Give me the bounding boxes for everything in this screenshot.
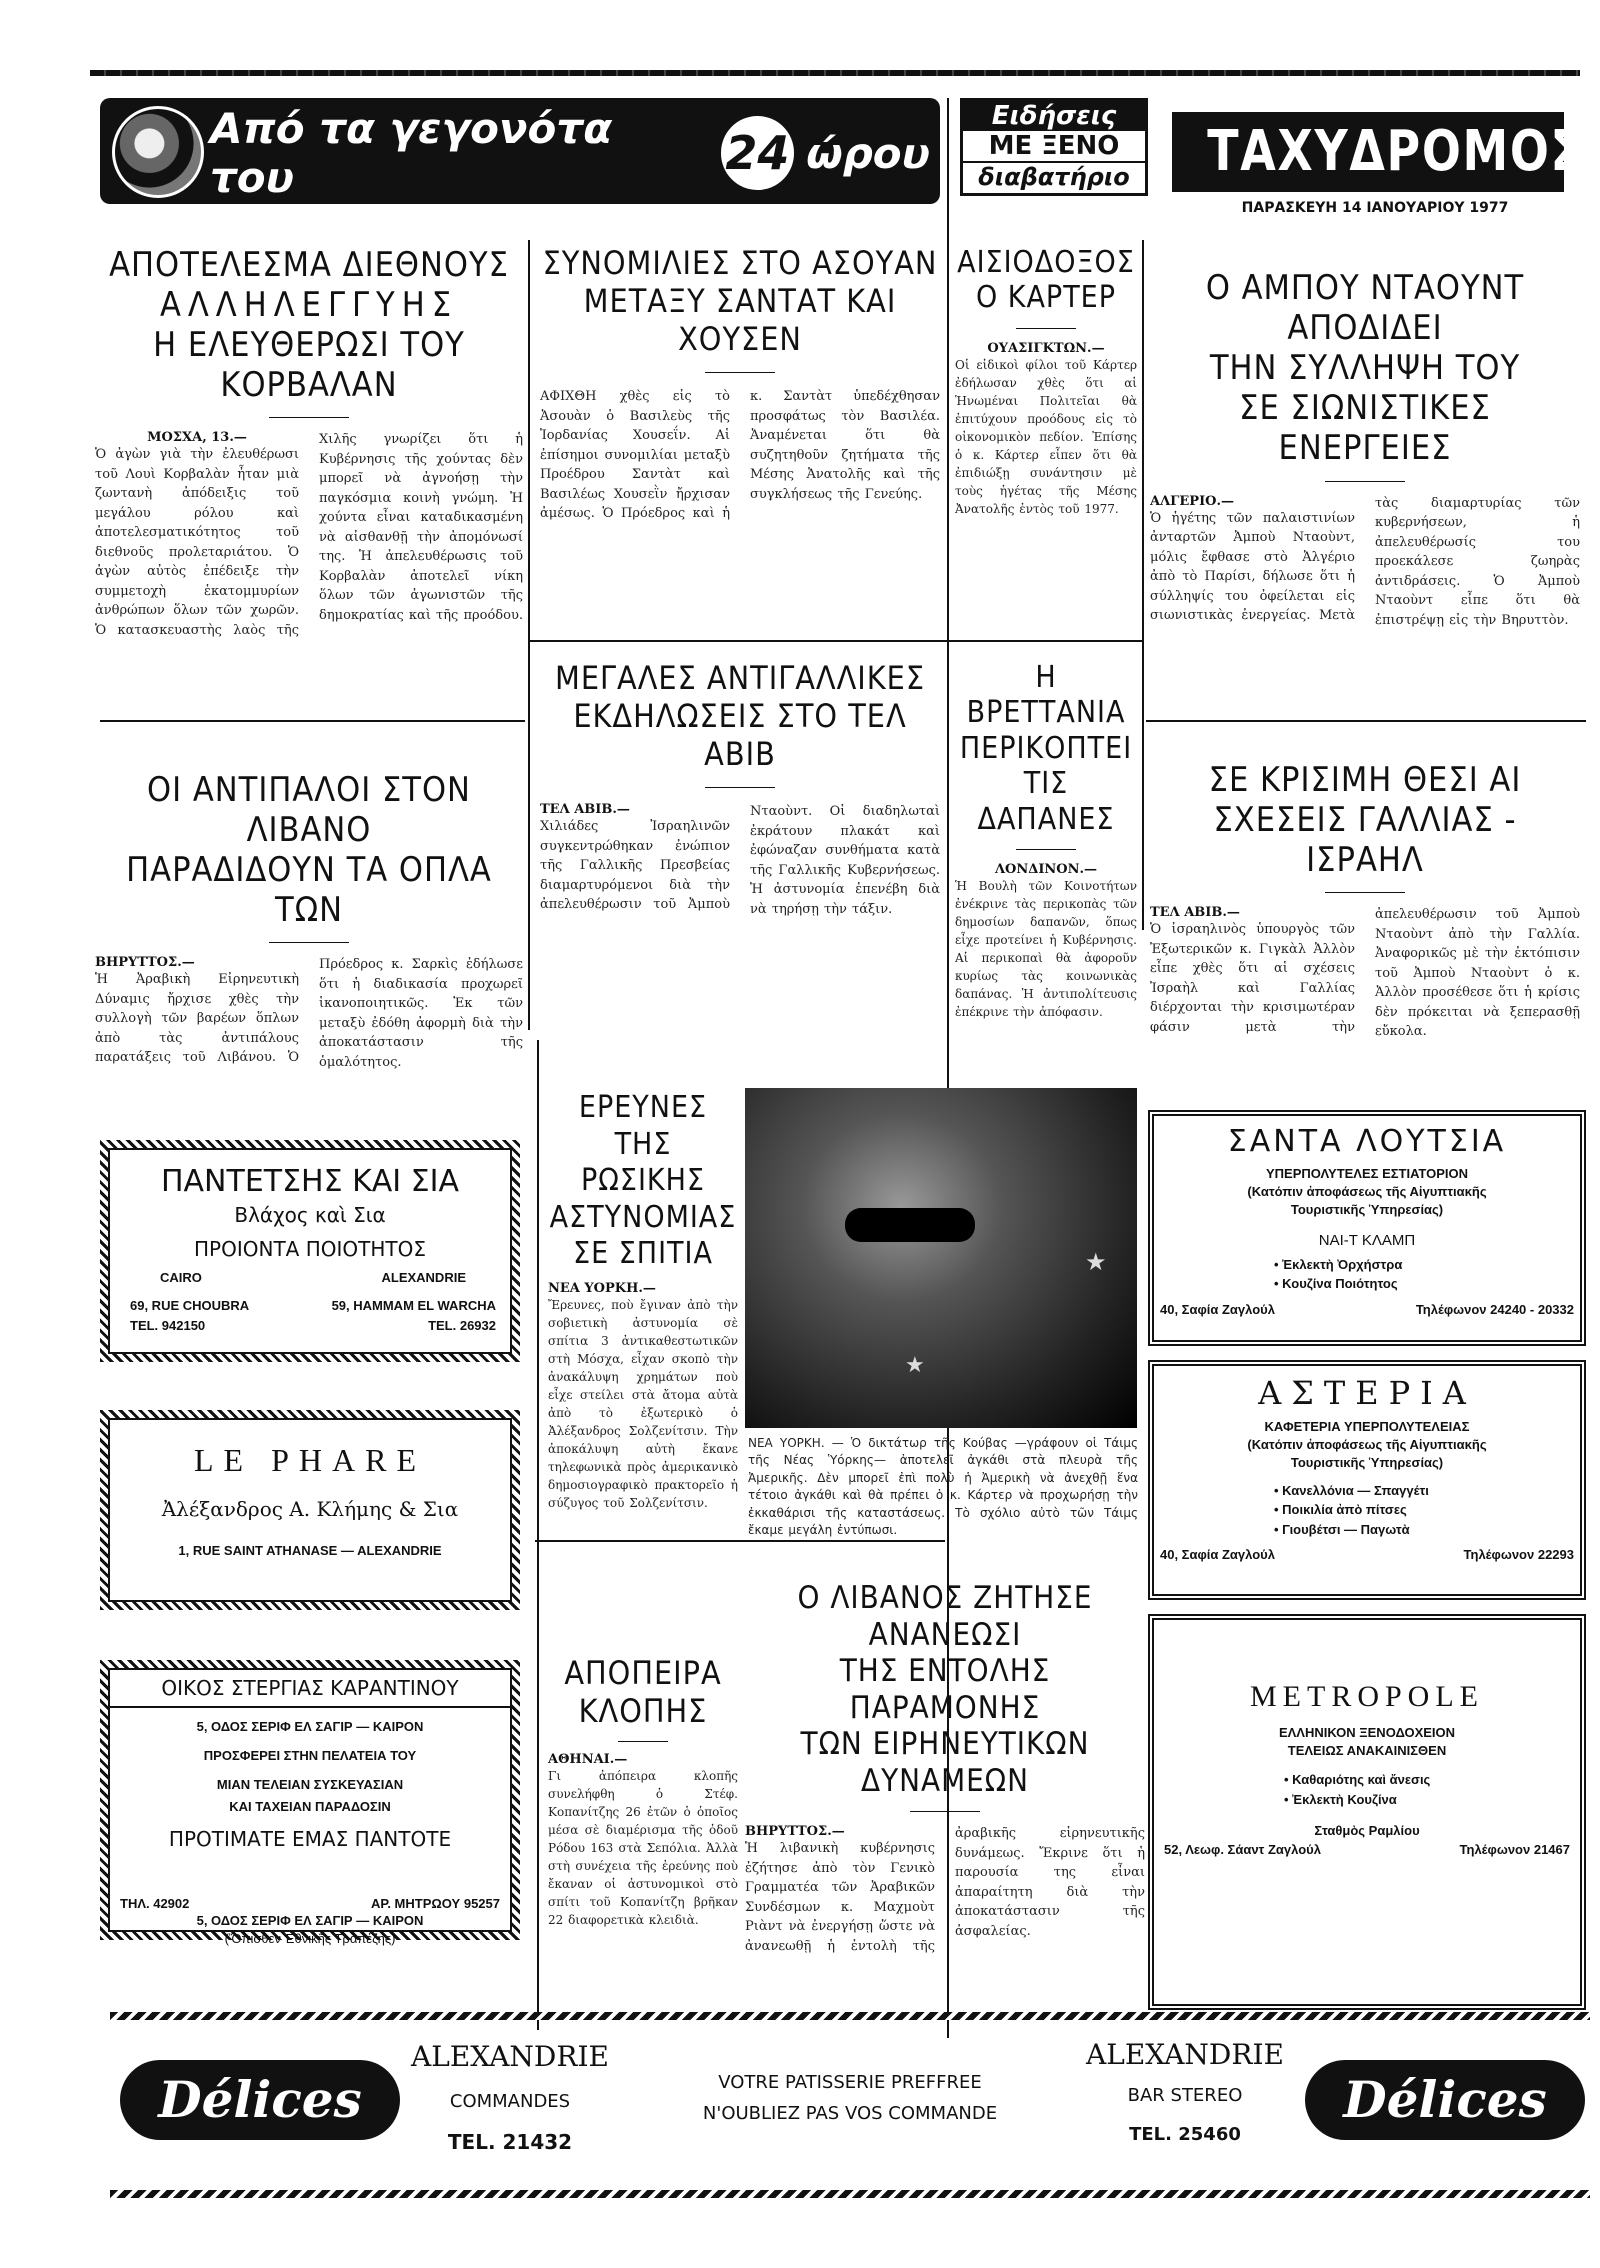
headline-line: ΤΗΝ ΣΥΛΛΗΨΗ ΤΟΥ [1209, 348, 1521, 389]
ad-item: • Γιουβέτσι — Παγωτὰ [1274, 1521, 1410, 1537]
delices-logo: Délices [1305, 2060, 1585, 2140]
ad-le-phare [100, 1410, 520, 1610]
headline-line: ΕΡΕΥΝΕΣ ΤΗΣ [578, 1090, 708, 1162]
article-body: Ἔρευνες, ποὺ ἔγιναν ἀπὸ τὴν σοβιετικὴ ἀστυνομία σὲ σπίτια 3 ἀντικαθεστωτικῶν στὴ Μόσχα, εἶχαν σκοπὸ τὴν ἀνακάλυψη χρημάτων ποὺ εἶχε στείλει στὰ ἄτομα αὐτὰ ἀπὸ τὸ ἐξωτερικὸ ὁ Ἀλέξανδρος Σολζενίτσιν. Τὴν ἀποκάλυψη αὐτὴ ἔκανε τηλεφωνικὰ πρὸς ἀμερικανικὸ δημοσιογραφικὸ πρακτορεῖο ἡ σύζυγος τοῦ Σολζενίτσιν. [548, 1297, 738, 1510]
ad-title: ΣΑΝΤΑ ΛΟΥΤΣΙΑ [1227, 1124, 1507, 1159]
ad-tagline: ΠΡΟΙΟΝΤΑ ΠΟΙΟΤΗΤΟΣ [194, 1237, 426, 1261]
headline-line: ΚΛΟΠΗΣ [578, 1691, 708, 1730]
headline-line: ΤΩΝ ΕΙΡΗΝΕΥΤΙΚΩΝ ΔΥΝΑΜΕΩΝ [800, 1726, 1090, 1799]
headline-line: Η ΕΛΕΥΘΕΡΩΣΙ ΤΟΥ ΚΟΡΒΑΛΑΝ [153, 325, 465, 406]
ad-address: 40, Σαφία Ζαγλούλ [1160, 1301, 1275, 1317]
masthead-date: ΠΑΡΑΣΚΕΥΗ 14 ΙΑΝΟΥΑΡΙΟΥ 1977 [1241, 200, 1509, 216]
delices-phone: TEL. 21432 [447, 2130, 573, 2154]
dateline: ΜΟΣΧΑ, 13.— [147, 430, 247, 446]
ad-item: • Καθαριότης καὶ ἄνεσις [1284, 1772, 1431, 1788]
article-body: Ἡ λιβανικὴ κυβέρνησις ἐζήτησε ἀπὸ τὸν Γενικὸ Γραμματέα τῶν Ἀραβικῶν Συνδέσμων κ. Μαχμοὺτ Ριὰντ νὰ ἐνεργήσῃ ὥστε νὰ ἀνανεωθῇ ἡ ἐντολὴ τῆς ἀραβικῆς εἰρηνευτικῆς δυνάμεως. Ἔκρινε ὅτι ἡ παρουσία της εἶναι ἀπαραίτητη διὰ τὴν ἀποκατάστασιν τῆς ἀσφαλείας. [745, 1826, 1145, 1954]
article-body: Ὁ ἰσραηλινὸς ὑπουργὸς τῶν Ἐξωτερικῶν κ. Γιγκὰλ Ἀλλὸν εἶπε χθὲς ὅτι αἱ σχέσεις Ἰσραὴλ καὶ Γαλλίας διέρχονται τὴν κρισιμωτέραν φάσιν μετὰ τὴν ἀπελευθέρωσιν τοῦ Ἀμποὺ Νταοὺντ ἀπὸ τὴν Γαλλία. Ἀναφορικῶς μὲ τὴν ἐκτόπισιν τοῦ Ἀμποὺ Νταοὺντ ὁ κ. Ἀλλὸν προσέθεσε ὅτι ἡ κρίσις δὲν πρόκειται νὰ ξεπερασθῇ εὔκολα. [1150, 907, 1580, 1040]
globe-icon [112, 106, 204, 198]
ad-phone: ΤΗΛ. 42902 [120, 1896, 190, 1911]
ad-motto: ΠΡΟΤΙΜΑΤΕ ΕΜΑΣ ΠΑΝΤΟΤΕ [168, 1827, 452, 1851]
ad-item: • Ἐκλεκτὴ Κουζίνα [1284, 1791, 1397, 1807]
ad-line: ΚΑΦΕΤΕΡΙΑ ΥΠΕΡΠΟΛΥΤΕΛΕΙΑΣ [1264, 1419, 1470, 1434]
ad-phone: Τηλέφωνον 24240 - 20332 [1415, 1301, 1574, 1317]
headline-line: ΤΗΣ ΕΝΤΟΛΗΣ ΠΑΡΑΜΟΝΗΣ [839, 1653, 1051, 1726]
photo-sunglasses [845, 1208, 975, 1242]
headline-line: ΤΙΣ ΔΑΠΑΝΕΣ [977, 766, 1115, 837]
masthead-name: ΤΑΧΥΔΡΟΜΟΣ [1207, 119, 1584, 184]
ad-item: • Ποικιλία ἀπὸ πίτσες [1274, 1502, 1407, 1518]
delices-city: ALEXANDRIE [1086, 2038, 1284, 2071]
article-body: Χιλιάδες Ἰσραηλινῶν συγκεντρώθηκαν ἐνώπιον τῆς Γαλλικῆς Πρεσβείας διαμαρτυρόμενοι διὰ τὴν ἀπελευθέρωσιν τοῦ Ἀμποὺ Νταοὺντ. Οἱ διαδηλωταὶ ἐκράτουν πλακάτ καὶ ἐφώναζαν συνθήματα κατὰ τῆς Γαλλικῆς Κυβερνήσεως. Ἡ ἀστυνομία ἐπενέβη διὰ νὰ τηρήσῃ τὴν τάξιν. [540, 804, 940, 917]
article-body: Ἡ Ἀραβικὴ Εἰρηνευτικὴ Δύναμις ἤρχισε χθὲς τὴν συλλογὴ τῶν βαρέων ὅπλων ἀπὸ τὰς ἀντιπάλους παρατάξεις τοῦ Λιβάνου. Ὁ Πρόεδρος κ. Σαρκὶς ἐδήλωσε ὅτι ἡ διαδικασία προχωρεῖ ἱκανοποιητικῶς. Ἐκ τῶν μεταξὺ ἐδόθη ἀφορμὴ διὰ τὴν ἀποκατάστασιν τῆς ὁμαλότητος. [95, 957, 523, 1070]
ad-phone: Τηλέφωνον 22293 [1463, 1547, 1574, 1563]
headline-line: ΠΑΡΑΔΙΔΟΥΝ ΤΑ ΟΠΛΑ ΤΩΝ [126, 850, 492, 931]
section-banner [100, 98, 940, 204]
ad-address: 52, Λεωφ. Σάαντ Ζαγλούλ [1164, 1842, 1321, 1858]
ad-line: ΜΙΑΝ ΤΕΛΕΙΑΝ ΣΥΣΚΕΥΑΣΙΑΝ [216, 1776, 404, 1792]
ad-address: 1, RUE SAINT ATHANASE — ALEXANDRIE [178, 1543, 442, 1558]
headline-line: ΣΕ ΣΠΙΤΙΑ [573, 1236, 713, 1272]
foreign-news-box [960, 98, 1148, 196]
ad-title: ΑΣΤΕΡΙΑ [1258, 1374, 1476, 1412]
headline-line: ΜΕΓΑΛΕΣ ΑΝΤΙΓΑΛΛΙΚΕΣ [554, 659, 926, 697]
delices-bar: BAR STEREO [1127, 2085, 1243, 2106]
column-rule [528, 240, 530, 1030]
delices-logo: Délices [120, 2060, 400, 2140]
article-britain [955, 660, 1137, 1107]
article-tel-aviv-demonstrations [540, 660, 940, 1072]
headline-line: ΕΚΔΗΛΩΣΕΙΣ ΣΤΟ ΤΕΛ ΑΒΙΒ [573, 696, 907, 773]
ad-address: 5, ΟΔΟΣ ΣΕΡΙΦ ΕΛ ΣΑΓΙΡ — ΚΑΙΡΟΝ [196, 1913, 424, 1928]
ad-club: ΝΑΙ-Τ ΚΛΑΜΠ [1318, 1231, 1416, 1249]
headline-line: ΑΠΟΠΕΙΡΑ [564, 1654, 722, 1692]
ad-line: ΕΛΛΗΝΙΚΟΝ ΞΕΝΟΔΟΧΕΙΟΝ [1278, 1725, 1456, 1740]
ad-city: CAIRO [160, 1270, 202, 1285]
bottom-rule [110, 2190, 1590, 2198]
article-body: Ὁ ἀγὼν γιὰ τὴν ἐλευθέρωσι τοῦ Λουὶ Κορβαλὰν ἦταν μιὰ ζωντανὴ ἀπόδειξις τοῦ μεγάλου ρόλου καὶ ἀποτελεσματικότητος τοῦ διεθνοῦς προλεταριάτου. Ὁ ἀγὼν αὐτὸς ἐπέδειξε τὴν συμμετοχὴ ἑκατομμυρίων ἀνθρώπων ὅλων τῶν χωρῶν. Ὁ κατασκευαστὴς λαὸς τῆς Χιλῆς γνωρίζει ὅτι ἡ Κυβέρνησις τῆς χούντας δὲν μπορεῖ νὰ ἀγνοήσῃ τὴν παγκόσμια κοινὴ γνώμη. Ἡ χούντα εἶναι καταδικασμένη νὰ αἰσθανθῇ τὴν ἀπομόνωσί της. Ἡ ἀπελευθέρωσις τοῦ Κορβαλὰν ἀποτελεῖ νίκη ὅλων τῶν ἀγωνιστῶν τῆς δημοκρατίας καὶ τῆς προόδου. [95, 432, 523, 638]
ad-line: ΚΑΙ ΤΑΧΕΙΑΝ ΠΑΡΑΔΟΣΙΝ [229, 1799, 391, 1815]
ad-line: Τουριστικῆς Ὑπηρεσίας) [1290, 1202, 1444, 1218]
article-russian-police [548, 1090, 738, 1581]
ad-registry: ΑΡ. ΜΗΤΡΩΟΥ 95257 [370, 1896, 500, 1911]
delices-city: ALEXANDRIE [411, 2040, 609, 2073]
article-body: Οἱ εἰδικοὶ φίλοι τοῦ Κάρτερ ἐδήλωσαν χθὲς ὅτι αἱ Ἡνωμέναι Πολιτεῖαι θὰ ἐπιτύχουν προόδους εἰς τὸ οἰκονομικὸν πεδίον. Ἐπίσης ὁ κ. Κάρτερ εἶπεν ὅτι θὰ ἐπιδιώξῃ συνάντησιν μὲ τοὺς ἡγέτας τῆς Μέσης Ἀνατολῆς ἐντὸς τοῦ 1977. [955, 357, 1137, 516]
ad-item: • Κανελλόνια — Σπαγγέτι [1274, 1482, 1429, 1498]
ad-title: LE PHARE [194, 1442, 426, 1478]
ad-line: Τουριστικῆς Ὑπηρεσίας) [1290, 1455, 1444, 1471]
ad-line: (Κατόπιν ἀποφάσεως τῆς Αἰγυπτιακῆς [1247, 1184, 1487, 1200]
dateline: ΒΗΡΥΤΤΟΣ.— [95, 955, 195, 971]
banner-hours-badge: 24 [721, 116, 795, 190]
foreign-news-line1: Ειδήσεις [963, 101, 1145, 131]
headline-line: Η ΒΡΕΤΤΑΝΙΑ [966, 660, 1126, 731]
foreign-news-line3: διαβατήριο [978, 163, 1130, 191]
ad-phone: TEL. 942150 [130, 1318, 206, 1334]
dateline: ΒΗΡΥΤΤΟΣ.— [745, 1824, 845, 1840]
article-carter [955, 245, 1137, 556]
ad-pantetsis [100, 1140, 520, 1362]
banner-title-prefix: Από τα γεγονότα του [210, 104, 613, 202]
delices-slogan: N'OUBLIEZ PAS VOS COMMANDE [702, 2102, 998, 2124]
headline-line: ΑΛΛΗΛΕΓΓΥΗΣ [159, 285, 459, 326]
ad-address: 59, HAMMAM EL WARCHA [331, 1298, 496, 1314]
article-lebanon-arms [95, 770, 523, 1145]
dateline: ΤΕΛ ΑΒΙΒ.— [1150, 905, 1240, 921]
bottom-rule [110, 2012, 1590, 2020]
article-abu-daoud [1150, 268, 1580, 749]
delices-commandes: COMMANDES [449, 2091, 571, 2112]
headline-line: ΑΣΤΥΝΟΜΙΑΣ [549, 1199, 737, 1235]
dateline: ΤΕΛ ΑΒΙΒ.— [540, 802, 630, 818]
headline-line: Ο ΑΜΠΟΥ ΝΤΑΟΥΝΤ ΑΠΟΔΙΔΕΙ [1205, 268, 1525, 349]
ad-address: 69, RUE CHOUBRA [130, 1298, 250, 1314]
ad-line: (Κατόπιν ἀποφάσεως τῆς Αἰγυπτιακῆς [1247, 1437, 1487, 1453]
ad-address: 5, ΟΔΟΣ ΣΕΡΙΦ ΕΛ ΣΑΓΙΡ — ΚΑΙΡΟΝ [196, 1719, 424, 1734]
ad-title: ΠΑΝΤΕΤΣΗΣ ΚΑΙ ΣΙΑ [160, 1164, 460, 1199]
ad-offer: ΠΡΟΣΦΕΡΕΙ ΣΤΗΝ ΠΕΛΑΤΕΙΑ ΤΟΥ [203, 1747, 417, 1763]
foreign-news-line2: ΜΕ ΞΕΝΟ [963, 131, 1145, 163]
article-korvalan [95, 245, 523, 730]
dateline: ΑΘΗΝΑΙ.— [548, 1751, 628, 1767]
column-rule [537, 1040, 539, 2030]
headline-line: ΣΧΕΣΕΙΣ ΓΑΛΛΙΑΣ - ΙΣΡΑΗΛ [1213, 800, 1517, 881]
headline-line: ΠΕΡΙΚΟΠΤΕΙ [959, 730, 1133, 766]
article-asouan [540, 245, 940, 657]
article-body: ΑΦΙΧΘΗ χθὲς εἰς τὸ Ἀσουὰν ὁ Βασιλεὺς τῆς Ἰορδανίας Χουσεΐν. Αἱ ἐπίσημοι συνομιλίαι μεταξὺ Προέδρου Σαντὰτ καὶ Βασιλέως Χουσεῒν ἤρχισαν ἀμέσως. Ὁ Πρόεδρος καὶ ἡ κ. Σαντὰτ ὑπεδέχθησαν προσφάτως τὸν Βασιλέα. Ἀναμένεται ὅτι θὰ συζητηθοῦν ζητήματα τῆς Μέσης Ἀνατολῆς καὶ τῆς συγκλήσεως τῆς Γενεύης. [540, 389, 940, 522]
ad-station: Σταθμὸς Ραμλίου [1314, 1823, 1420, 1839]
headline-line: ΑΙΣΙΟΔΟΞΟΣ [957, 245, 1135, 280]
banner-title-suffix: ώρου [806, 128, 930, 178]
ad-item: • Κουζίνα Ποιότητος [1274, 1276, 1398, 1292]
ad-address: 40, Σαφία Ζαγλούλ [1160, 1547, 1275, 1563]
star-icon: ★ [905, 1353, 925, 1378]
star-icon: ★ [1085, 1248, 1107, 1276]
ad-metropole [1148, 1614, 1586, 2010]
article-lebanon-un [745, 1580, 1145, 2064]
dateline: ΑΛΓΕΡΙΟ.— [1150, 493, 1235, 509]
article-body: Γι ἀπόπειρα κλοπῆς συνελήφθη ὁ Στέφ. Κοπανίτζης 26 ἐτῶν ὁ ὁποῖος μέσα σὲ διαμέρισμα τῆς ὁδοῦ Ρόδου 163 στὰ Σεπόλια. Ἀλλὰ στὴ συνέχεια τῆς ἐρεύνης ποὺ ἔκαναν οἱ ἀστυνομικοὶ στὸ σπίτι τοῦ Κοπανίτζη βρῆκαν 22 διαφορετικὰ κλειδιὰ. [548, 1768, 738, 1927]
headline-line: ΡΩΣΙΚΗΣ [581, 1163, 705, 1199]
top-rule [90, 70, 1580, 76]
article-theft [548, 1655, 738, 1997]
ad-line: ΥΠΕΡΠΟΛΥΤΕΛΕΣ ΕΣΤΙΑΤΟΡΙΟΝ [1265, 1166, 1468, 1181]
delices-phone: TEL. 25460 [1129, 2124, 1241, 2145]
ad-title: ΟΙΚΟΣ ΣΤΕΡΓΙΑΣ ΚΑΡΑΝΤΙΝΟΥ [110, 1670, 510, 1708]
column-rule [948, 640, 1143, 642]
ad-asteria [1148, 1360, 1586, 1600]
ad-subtitle: Ἀλέξανδρος Α. Κλήμης & Σια [161, 1497, 459, 1521]
headline-line: ΟΙ ΑΝΤΙΠΑΛΟΙ ΣΤΟΝ ΛΙΒΑΝΟ [147, 770, 471, 851]
ad-phone: TEL. 26932 [428, 1318, 496, 1334]
headline-line: ΣΕ ΚΡΙΣΙΜΗ ΘΕΣΙ ΑΙ [1208, 760, 1522, 800]
dateline: ΝΕΑ ΥΟΡΚΗ.— [548, 1280, 656, 1296]
headline-line: ΣΥΝΟΜΙΛΙΕΣ ΣΤΟ ΑΣΟΥΑΝ [542, 244, 938, 282]
article-body: Ἡ Βουλὴ τῶν Κοινοτήτων ἐνέκρινε τὰς περικοπὰς τῶν δημοσίων δαπανῶν, ὅπως εἶχε προτείνει ἡ Κυβέρνησις. Αἱ περικοπαὶ θὰ ἀφοροῦν κυρίως τὰς κοινωνικὰς δαπάνας. Ἡ ἀντιπολίτευσις ἐπέκρινε τὴν ἀπόφασιν. [955, 878, 1137, 1019]
ad-title: METROPOLE [1250, 1680, 1484, 1713]
headline-line: ΣΕ ΣΙΩΝΙΣΤΙΚΕΣ ΕΝΕΡΓΕΙΕΣ [1239, 388, 1491, 469]
dateline: ΛΟΝΔΙΝΟΝ.— [994, 861, 1098, 877]
masthead-logo [1172, 112, 1584, 192]
ad-subtitle: Βλάχος καὶ Σια [234, 1203, 386, 1227]
ad-city: ALEXANDRIE [381, 1270, 466, 1285]
column-rule [1142, 240, 1144, 930]
dateline: ΟΥΑΣΙΓΚΤΩΝ.— [987, 340, 1105, 356]
ad-item: • Ἐκλεκτὴ Ὀρχήστρα [1274, 1256, 1403, 1272]
headline-line: ΑΠΟΤΕΛΕΣΜΑ ΔΙΕΘΝΟΥΣ [109, 245, 509, 285]
ad-stergias [100, 1660, 520, 1946]
headline-line: Ο ΚΑΡΤΕΡ [975, 280, 1117, 316]
ad-delices [110, 2030, 1590, 2190]
article-body: Ὁ ἡγέτης τῶν παλαιστινίων ἀνταρτῶν Ἀμποὺ Νταοὺντ, μόλις ἔφθασε στὸ Ἀλγέριο ἀπὸ τὸ Παρίσι, δήλωσε ὅτι ἡ σύλληψίς του ὀφείλεται εἰς σιωνιστικὰς ἐνεργείας. Μετὰ τὰς διαμαρτυρίας τῶν κυβερνήσεων, ἡ ἀπελευθέρωσίς του προεκάλεσε ζωηρὰς ἀντιδράσεις. Ὁ Ἀμποὺ Νταοὺντ εἶπε ὅτι θὰ ἐπιστρέψῃ εἰς τὴν Βηρυττὸν. [1150, 495, 1580, 628]
ad-santa-lucia [1148, 1110, 1586, 1346]
ad-phone: Τηλέφωνον 21467 [1459, 1842, 1570, 1858]
article-france-israel [1150, 760, 1580, 1125]
delices-slogan: VOTRE PATISSERIE PREFFREE [718, 2072, 982, 2093]
headline-line: Ο ΛΙΒΑΝΟΣ ΖΗΤΗΣΕ ΑΝΑΝΕΩΣΙ [797, 1580, 1093, 1653]
headline-line: ΜΕΤΑΞΥ ΣΑΝΤΑΤ ΚΑΙ ΧΟΥΣΕΝ [583, 281, 897, 358]
ad-note: (Ὄπισθεν Ἐθνικῆς Τραπέζης) [224, 1930, 396, 1946]
photo-caption: ΝΕΑ ΥΟΡΚΗ. — Ὁ δικτάτωρ τῆς Κούβας —γράφουν οἱ Τάιμς τῆς Νέας Ὑόρκης— ἀποτελεῖ ἀγκάθι στὰ πλευρὰ τῆς Ἀμερικῆς. Δὲν μπορεῖ ἐπὶ πολὺ ἡ Ἀμερικὴ νὰ ἀνεχθῇ ἕνα τέτοιο ἀγκάθι καὶ θὰ πρέπει ὁ κ. Κάρτερ νὰ προχωρήσῃ τὴν ἐκκαθάρισι τῆς καταστάσεως. Τὸ σχόλιο αὐτὸ τῶν Τάιμς ἔκαμε μεγάλη ἐντύπωσι. [748, 1436, 1138, 1537]
ad-line: ΤΕΛΕΙΩΣ ΑΝΑΚΑΙΝΙΣΘΕΝ [1287, 1743, 1447, 1759]
castro-photo [745, 1088, 1137, 1428]
